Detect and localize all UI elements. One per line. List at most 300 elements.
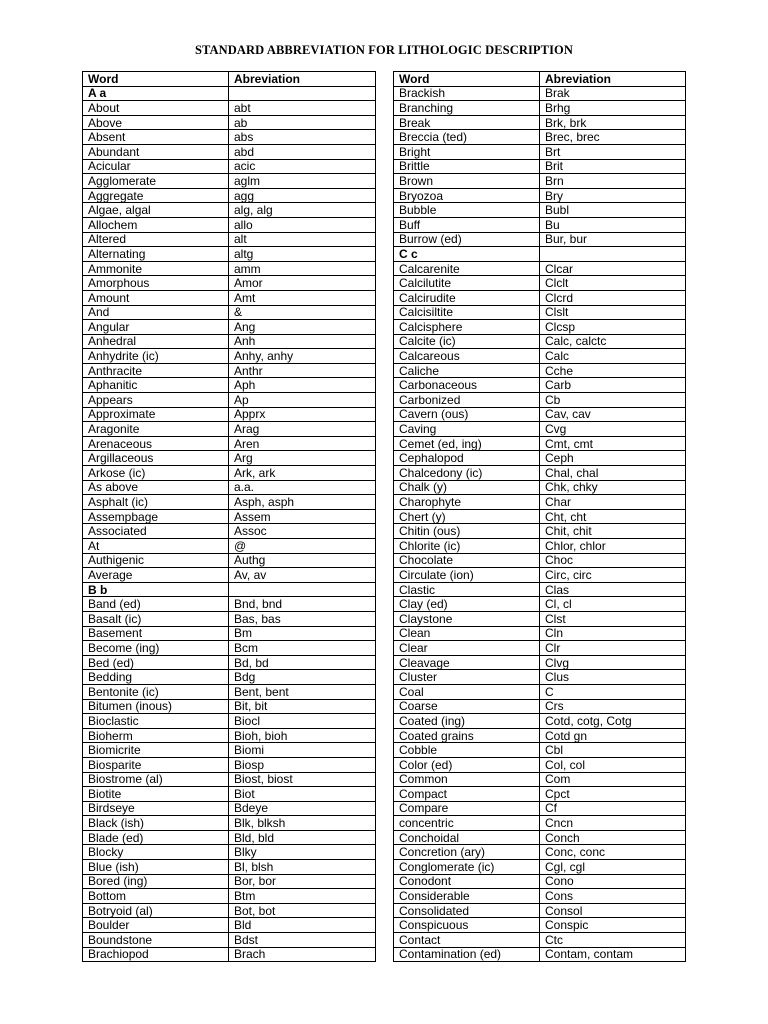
abbreviation-cell: Assoc: [229, 524, 376, 539]
abbreviation-cell: Biomi: [229, 743, 376, 758]
word-cell: Anhedral: [83, 334, 229, 349]
table-row: [83, 933, 376, 948]
abbreviation-cell: alt: [229, 232, 376, 247]
table-row: [83, 217, 376, 232]
table-row: [83, 903, 376, 918]
abbreviation-cell: @: [229, 539, 376, 554]
abbreviation-cell: Chal, chal: [540, 466, 686, 481]
abbreviation-cell: Ceph: [540, 451, 686, 466]
table-row: [83, 787, 376, 802]
word-cell: Black (ish): [83, 816, 229, 831]
table-row: [394, 495, 686, 510]
abbreviation-cell: Biosp: [229, 757, 376, 772]
word-cell: Carbonized: [394, 393, 540, 408]
abbreviation-cell: Bld, bld: [229, 830, 376, 845]
word-cell: Bored (ing): [83, 874, 229, 889]
word-cell: Break: [394, 115, 540, 130]
abbreviation-cell: Clcsp: [540, 320, 686, 335]
table-row: [394, 743, 686, 758]
abbreviation-cell: Char: [540, 495, 686, 510]
abbreviation-cell: aglm: [229, 174, 376, 189]
abbreviation-cell: amm: [229, 261, 376, 276]
table-row: [394, 714, 686, 729]
abbreviation-cell: Clcar: [540, 261, 686, 276]
table-row: [83, 363, 376, 378]
abbreviation-cell: Ang: [229, 320, 376, 335]
abbreviation-cell: Bas, bas: [229, 611, 376, 626]
abbreviation-cell: Clclt: [540, 276, 686, 291]
table-row: [83, 626, 376, 641]
word-cell: Boulder: [83, 918, 229, 933]
table-row: [394, 159, 686, 174]
table-row: [394, 684, 686, 699]
table-row: [83, 261, 376, 276]
abbreviation-cell: ab: [229, 115, 376, 130]
abbreviation-cell: Amt: [229, 290, 376, 305]
abbreviation-cell: Cbl: [540, 743, 686, 758]
word-cell: Basalt (ic): [83, 611, 229, 626]
word-cell: Clay (ed): [394, 597, 540, 612]
abbreviation-cell: Com: [540, 772, 686, 787]
abbreviation-cell: acic: [229, 159, 376, 174]
table-row: [83, 159, 376, 174]
table-row: [394, 144, 686, 159]
word-cell: Altered: [83, 232, 229, 247]
abbreviation-cell: Bm: [229, 626, 376, 641]
word-cell: Common: [394, 772, 540, 787]
abbreviation-cell: Btm: [229, 889, 376, 904]
table-row: [83, 378, 376, 393]
word-cell: Coated (ing): [394, 714, 540, 729]
word-cell: Arkose (ic): [83, 466, 229, 481]
word-cell: Ammonite: [83, 261, 229, 276]
word-cell: Birdseye: [83, 801, 229, 816]
table-row: [394, 830, 686, 845]
table-row: [83, 714, 376, 729]
table-row: [83, 874, 376, 889]
abbreviation-cell: Anh: [229, 334, 376, 349]
word-cell: Bryozoa: [394, 188, 540, 203]
word-cell: Bedding: [83, 670, 229, 685]
table-row: [394, 334, 686, 349]
abbreviation-cell: Arag: [229, 422, 376, 437]
abbreviation-cell: Chk, chky: [540, 480, 686, 495]
table-row: [394, 568, 686, 583]
word-cell: Biosparite: [83, 757, 229, 772]
table-row: [83, 670, 376, 685]
abbreviation-cell: Bent, bent: [229, 684, 376, 699]
word-cell: Chocolate: [394, 553, 540, 568]
abbreviation-cell: Cons: [540, 889, 686, 904]
abbreviation-cell: Bcm: [229, 641, 376, 656]
abbreviation-cell: Consol: [540, 903, 686, 918]
table-row: [83, 889, 376, 904]
table-row: [394, 611, 686, 626]
word-cell: Bottom: [83, 889, 229, 904]
word-cell: Bright: [394, 144, 540, 159]
table-row: [394, 261, 686, 276]
table-row: [83, 772, 376, 787]
table-row: [394, 174, 686, 189]
word-cell: Carbonaceous: [394, 378, 540, 393]
word-cell: Chitin (ous): [394, 524, 540, 539]
table-row: [83, 539, 376, 554]
word-cell: Cavern (ous): [394, 407, 540, 422]
word-cell: Aragonite: [83, 422, 229, 437]
table-row: [83, 509, 376, 524]
word-cell: Brown: [394, 174, 540, 189]
abbreviation-cell: Contam, contam: [540, 947, 686, 962]
table-row: [83, 320, 376, 335]
page-title: STANDARD ABBREVIATION FOR LITHOLOGIC DESCRIPTION: [194, 43, 573, 57]
abbreviation-cell: Cotd, cotg, Cotg: [540, 714, 686, 729]
word-cell: Asphalt (ic): [83, 495, 229, 510]
word-cell: Anhydrite (ic): [83, 349, 229, 364]
word-cell: Calcilutite: [394, 276, 540, 291]
abbreviation-cell: C: [540, 684, 686, 699]
table-row: [394, 626, 686, 641]
abbreviation-cell: Ctc: [540, 933, 686, 948]
abbreviation-cell: Bit, bit: [229, 699, 376, 714]
word-cell: Arenaceous: [83, 436, 229, 451]
table-row: [394, 276, 686, 291]
word-cell: Botryoid (al): [83, 903, 229, 918]
word-cell: Charophyte: [394, 495, 540, 510]
abbreviation-cell: a.a.: [229, 480, 376, 495]
word-cell: Chalcedony (ic): [394, 466, 540, 481]
word-cell: Appears: [83, 393, 229, 408]
abbreviation-cell: Bl, blsh: [229, 860, 376, 875]
abbreviation-cell: Ap: [229, 393, 376, 408]
word-cell: About: [83, 101, 229, 116]
table-row: [394, 597, 686, 612]
table-row: [83, 947, 376, 962]
word-cell: Chert (y): [394, 509, 540, 524]
table-row: [394, 874, 686, 889]
abbreviation-cell: Calc: [540, 349, 686, 364]
abbreviation-column-header: Abreviation: [540, 72, 686, 87]
word-cell: Absent: [83, 130, 229, 145]
abbreviation-cell: Brhg: [540, 101, 686, 116]
table-row: [83, 743, 376, 758]
word-cell: Abundant: [83, 144, 229, 159]
table-row: [83, 611, 376, 626]
table-row: [394, 480, 686, 495]
table-row: [394, 130, 686, 145]
abbreviation-column-header: Abreviation: [229, 72, 376, 87]
abbreviation-cell: Arg: [229, 451, 376, 466]
abbreviation-cell: Brec, brec: [540, 130, 686, 145]
abbreviation-cell: Apprx: [229, 407, 376, 422]
abbreviation-cell: Clslt: [540, 305, 686, 320]
word-cell: Calcareous: [394, 349, 540, 364]
section-letter: A a: [83, 86, 229, 101]
word-cell: Buff: [394, 217, 540, 232]
word-cell: Chalk (y): [394, 480, 540, 495]
word-cell: Cemet (ed, ing): [394, 436, 540, 451]
table-row: [394, 86, 686, 101]
table-row: [394, 509, 686, 524]
table-header-row: [394, 72, 686, 87]
word-cell: Breccia (ted): [394, 130, 540, 145]
table-row: [83, 115, 376, 130]
abbreviation-cell: Cpct: [540, 787, 686, 802]
abbreviation-cell: Authg: [229, 553, 376, 568]
table-row: [394, 232, 686, 247]
word-cell: And: [83, 305, 229, 320]
table-row: [83, 305, 376, 320]
abbreviation-cell: Bdg: [229, 670, 376, 685]
word-cell: Basement: [83, 626, 229, 641]
table-row: [394, 889, 686, 904]
word-cell: Conodont: [394, 874, 540, 889]
abbreviation-cell: Cono: [540, 874, 686, 889]
abbreviation-cell: Bdeye: [229, 801, 376, 816]
abbreviation-cell: [540, 247, 686, 262]
word-cell: Agglomerate: [83, 174, 229, 189]
word-cell: Above: [83, 115, 229, 130]
word-cell: Aphanitic: [83, 378, 229, 393]
table-row: [394, 363, 686, 378]
word-cell: Cluster: [394, 670, 540, 685]
word-cell: Claystone: [394, 611, 540, 626]
abbreviation-cell: Biocl: [229, 714, 376, 729]
word-cell: Coal: [394, 684, 540, 699]
abbreviation-cell: Brak: [540, 86, 686, 101]
word-column-header: Word: [83, 72, 229, 87]
table-row: [83, 801, 376, 816]
word-cell: Brachiopod: [83, 947, 229, 962]
word-cell: Contact: [394, 933, 540, 948]
table-row: [394, 407, 686, 422]
word-cell: Allochem: [83, 217, 229, 232]
abbreviation-cell: abt: [229, 101, 376, 116]
abbreviation-cell: Bd, bd: [229, 655, 376, 670]
abbreviation-cell: Conspic: [540, 918, 686, 933]
word-cell: Calcite (ic): [394, 334, 540, 349]
abbreviation-cell: agg: [229, 188, 376, 203]
abbreviation-cell: Brn: [540, 174, 686, 189]
table-body-right: [394, 86, 686, 962]
abbreviation-cell: Col, col: [540, 757, 686, 772]
table-row: [83, 860, 376, 875]
abbreviation-cell: Calc, calctc: [540, 334, 686, 349]
abbreviation-cell: Bu: [540, 217, 686, 232]
word-cell: Assempbage: [83, 509, 229, 524]
word-cell: Angular: [83, 320, 229, 335]
word-cell: Caving: [394, 422, 540, 437]
word-cell: Conchoidal: [394, 830, 540, 845]
table-row: [394, 787, 686, 802]
abbreviation-cell: Conc, conc: [540, 845, 686, 860]
table-row: [83, 728, 376, 743]
word-cell: Cleavage: [394, 655, 540, 670]
word-cell: Coated grains: [394, 728, 540, 743]
word-cell: Calcarenite: [394, 261, 540, 276]
table-row: [83, 349, 376, 364]
abbreviation-cell: Brach: [229, 947, 376, 962]
abbreviation-cell: Clcrd: [540, 290, 686, 305]
word-cell: Branching: [394, 101, 540, 116]
abbreviation-cell: Bubl: [540, 203, 686, 218]
word-cell: Approximate: [83, 407, 229, 422]
table-row: [83, 757, 376, 772]
abbreviation-cell: Cche: [540, 363, 686, 378]
table-row: [83, 655, 376, 670]
word-cell: Alternating: [83, 247, 229, 262]
abbreviation-cell: Clvg: [540, 655, 686, 670]
table-row: [83, 641, 376, 656]
table-header-row: [83, 72, 376, 87]
table-row: [83, 918, 376, 933]
table-row: [83, 553, 376, 568]
word-cell: Conspicuous: [394, 918, 540, 933]
abbreviation-cell: Biost, biost: [229, 772, 376, 787]
abbreviation-cell: Conch: [540, 830, 686, 845]
word-cell: Consolidated: [394, 903, 540, 918]
table-row: [83, 407, 376, 422]
table-row: [394, 699, 686, 714]
abbreviation-cell: [229, 582, 376, 597]
word-cell: Biomicrite: [83, 743, 229, 758]
table-row: [394, 903, 686, 918]
word-cell: Concretion (ary): [394, 845, 540, 860]
table-row: [83, 451, 376, 466]
table-row: [394, 539, 686, 554]
abbreviation-cell: Bioh, bioh: [229, 728, 376, 743]
abbreviation-cell: Clas: [540, 582, 686, 597]
table-row: [394, 320, 686, 335]
table-row: [394, 422, 686, 437]
word-cell: Bitumen (inous): [83, 699, 229, 714]
abbreviation-table-right: [393, 71, 686, 962]
abbreviation-cell: Bur, bur: [540, 232, 686, 247]
word-cell: Band (ed): [83, 597, 229, 612]
table-row: [83, 101, 376, 116]
word-cell: Algae, algal: [83, 203, 229, 218]
table-row: [394, 582, 686, 597]
table-row: [83, 845, 376, 860]
table-row: [83, 174, 376, 189]
word-cell: Cephalopod: [394, 451, 540, 466]
word-cell: Color (ed): [394, 757, 540, 772]
section-letter: B b: [83, 582, 229, 597]
word-cell: Blue (ish): [83, 860, 229, 875]
word-cell: Bed (ed): [83, 655, 229, 670]
table-row: [83, 393, 376, 408]
table-row: [83, 466, 376, 481]
word-cell: Anthracite: [83, 363, 229, 378]
abbreviation-cell: [229, 86, 376, 101]
table-body-left: [83, 86, 376, 962]
abbreviation-cell: Brit: [540, 159, 686, 174]
table-row: [83, 247, 376, 262]
table-row: [394, 101, 686, 116]
abbreviation-cell: Cln: [540, 626, 686, 641]
abbreviation-cell: Chit, chit: [540, 524, 686, 539]
table-row: [394, 436, 686, 451]
table-row: [83, 290, 376, 305]
abbreviation-cell: Bdst: [229, 933, 376, 948]
abbreviation-cell: Av, av: [229, 568, 376, 583]
abbreviation-cell: Cmt, cmt: [540, 436, 686, 451]
table-row: [394, 217, 686, 232]
abbreviation-cell: Chlor, chlor: [540, 539, 686, 554]
word-cell: Cobble: [394, 743, 540, 758]
word-cell: Contamination (ed): [394, 947, 540, 962]
table-row: [394, 378, 686, 393]
word-cell: Biotite: [83, 787, 229, 802]
abbreviation-cell: Choc: [540, 553, 686, 568]
table-row: [83, 568, 376, 583]
abbreviation-cell: Bry: [540, 188, 686, 203]
table-row: [394, 188, 686, 203]
table-row: [394, 728, 686, 743]
word-cell: Aggregate: [83, 188, 229, 203]
table-row: [83, 436, 376, 451]
abbreviation-cell: Cf: [540, 801, 686, 816]
word-cell: Amorphous: [83, 276, 229, 291]
table-row: [394, 203, 686, 218]
word-cell: Chlorite (ic): [394, 539, 540, 554]
table-row: [394, 670, 686, 685]
table-row: [83, 130, 376, 145]
word-cell: Boundstone: [83, 933, 229, 948]
table-row: [83, 830, 376, 845]
section-heading-row: [83, 86, 376, 101]
abbreviation-cell: abs: [229, 130, 376, 145]
abbreviation-cell: Aren: [229, 436, 376, 451]
table-row: [83, 203, 376, 218]
table-row: [394, 305, 686, 320]
word-cell: Bioclastic: [83, 714, 229, 729]
word-cell: Compare: [394, 801, 540, 816]
abbreviation-cell: Cb: [540, 393, 686, 408]
abbreviation-cell: Clus: [540, 670, 686, 685]
table-row: [83, 276, 376, 291]
word-cell: Bubble: [394, 203, 540, 218]
table-row: [83, 334, 376, 349]
section-letter: C c: [394, 247, 540, 262]
abbreviation-cell: Circ, circ: [540, 568, 686, 583]
word-cell: Coarse: [394, 699, 540, 714]
word-cell: concentric: [394, 816, 540, 831]
word-cell: Amount: [83, 290, 229, 305]
abbreviation-cell: Anhy, anhy: [229, 349, 376, 364]
word-cell: Clear: [394, 641, 540, 656]
abbreviation-cell: Bld: [229, 918, 376, 933]
table-row: [394, 524, 686, 539]
word-cell: Caliche: [394, 363, 540, 378]
abbreviation-cell: Brt: [540, 144, 686, 159]
abbreviation-cell: Crs: [540, 699, 686, 714]
table-row: [83, 684, 376, 699]
abbreviation-cell: Asph, asph: [229, 495, 376, 510]
abbreviation-cell: Cncn: [540, 816, 686, 831]
word-cell: Blocky: [83, 845, 229, 860]
word-cell: Compact: [394, 787, 540, 802]
table-row: [394, 290, 686, 305]
abbreviation-cell: &: [229, 305, 376, 320]
word-cell: Authigenic: [83, 553, 229, 568]
word-cell: Blade (ed): [83, 830, 229, 845]
section-heading-row: [394, 247, 686, 262]
word-cell: Bioherm: [83, 728, 229, 743]
word-column-header: Word: [394, 72, 540, 87]
table-row: [394, 947, 686, 962]
word-cell: Brittle: [394, 159, 540, 174]
table-row: [83, 597, 376, 612]
